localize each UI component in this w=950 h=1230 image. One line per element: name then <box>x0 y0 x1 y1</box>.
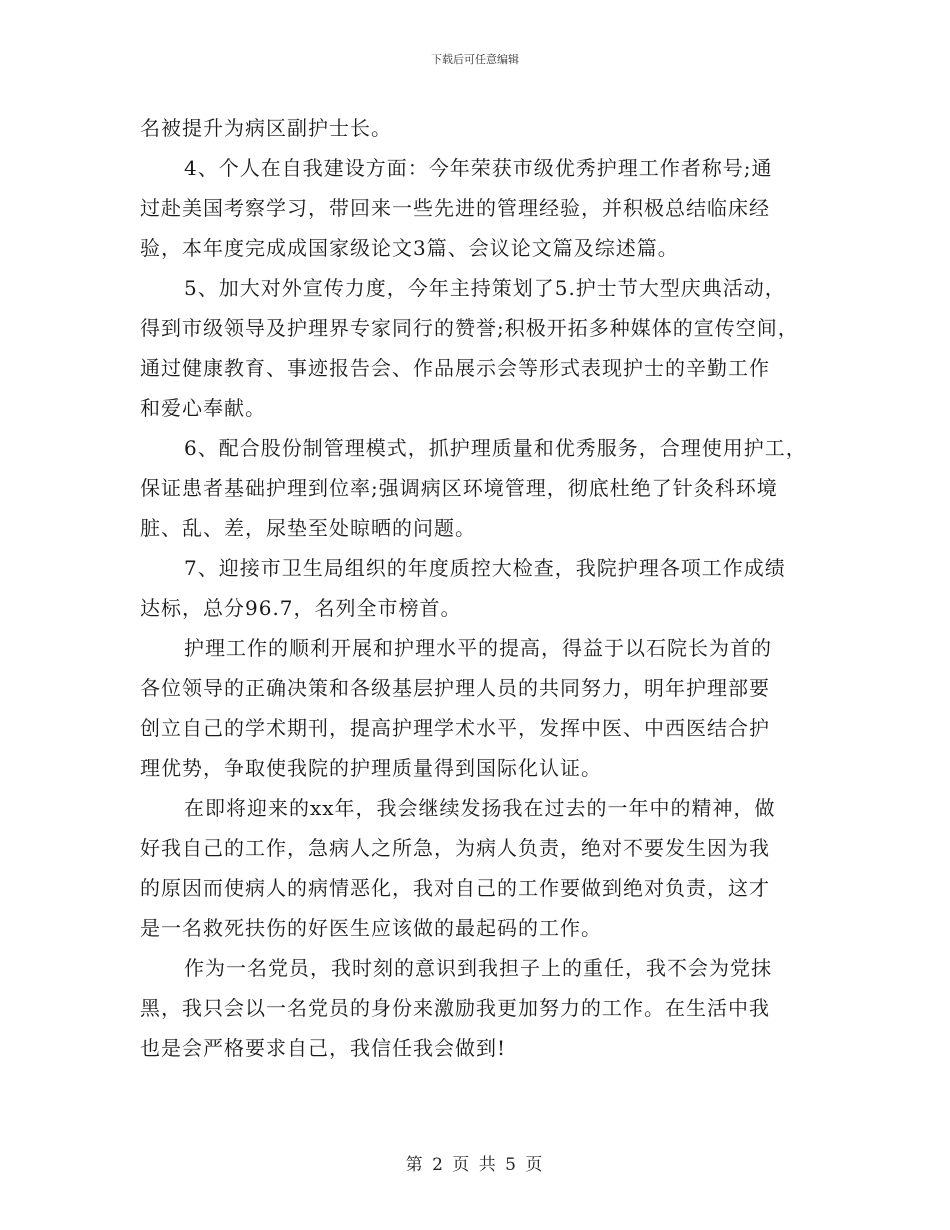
text-line: 的原因而使病人的病情恶化，我对自己的工作要做到绝对负责，这才 <box>140 876 770 900</box>
text-line: 也是会严格要求自己，我信任我会做到! <box>140 1036 507 1060</box>
paragraph-start: 5、加大对外宣传力度，今年主持策划了5.护士节大型庆典活动， <box>184 276 786 300</box>
text-line: 名被提升为病区副护士长。 <box>140 116 392 140</box>
paragraph-start: 护理工作的顺利开展和护理水平的提高，得益于以石院长为首的 <box>184 636 772 660</box>
paragraph-start: 在即将迎来的xx年，我会继续发扬我在过去的一年中的精神，做 <box>184 796 776 820</box>
text-line: 过赴美国考察学习，带回来一些先进的管理经验，并积极总结临床经 <box>140 196 770 220</box>
text-line: 理优势，争取使我院的护理质量得到国际化认证。 <box>140 756 602 780</box>
text-line: 得到市级领导及护理界专家同行的赞誉;积极开拓多种媒体的宣传空间， <box>140 316 799 340</box>
text-line: 各位领导的正确决策和各级基层护理人员的共同努力，明年护理部要 <box>140 676 770 700</box>
paragraph-start: 4、个人在自我建设方面：今年荣获市级优秀护理工作者称号;通 <box>184 156 773 180</box>
page-header: 下载后可任意编辑 <box>431 53 519 66</box>
text-line: 脏、乱、差，尿垫至处晾晒的问题。 <box>140 516 476 540</box>
text-line: 通过健康教育、事迹报告会、作品展示会等形式表现护士的辛勤工作 <box>140 356 770 380</box>
page-number: 第 2 页 共 5 页 <box>405 1155 545 1175</box>
text-line: 是一名救死扶伤的好医生应该做的最起码的工作。 <box>140 916 602 940</box>
text-line: 验，本年度完成成国家级论文3篇、会议论文篇及综述篇。 <box>140 236 679 260</box>
text-line: 保证患者基础护理到位率;强调病区环境管理，彻底杜绝了针灸科环境 <box>140 476 778 500</box>
text-line: 创立自己的学术期刊，提高护理学术水平，发挥中医、中西医结合护 <box>140 716 770 740</box>
text-line: 黑，我只会以一名党员的身份来激励我更加努力的工作。在生活中我 <box>140 996 770 1020</box>
paragraph-start: 7、迎接市卫生局组织的年度质控大检查，我院护理各项工作成绩 <box>184 556 786 580</box>
text-line: 好我自己的工作，急病人之所急，为病人负责，绝对不要发生因为我 <box>140 836 770 860</box>
paragraph-start: 6、配合股份制管理模式，抓护理质量和优秀服务，合理使用护工， <box>184 436 807 460</box>
document-body <box>140 108 820 1068</box>
text-line: 达标，总分96.7，名列全市榜首。 <box>140 596 462 620</box>
paragraph-start: 作为一名党员，我时刻的意识到我担子上的重任，我不会为党抹 <box>184 956 772 980</box>
text-line: 和爱心奉献。 <box>140 396 266 420</box>
